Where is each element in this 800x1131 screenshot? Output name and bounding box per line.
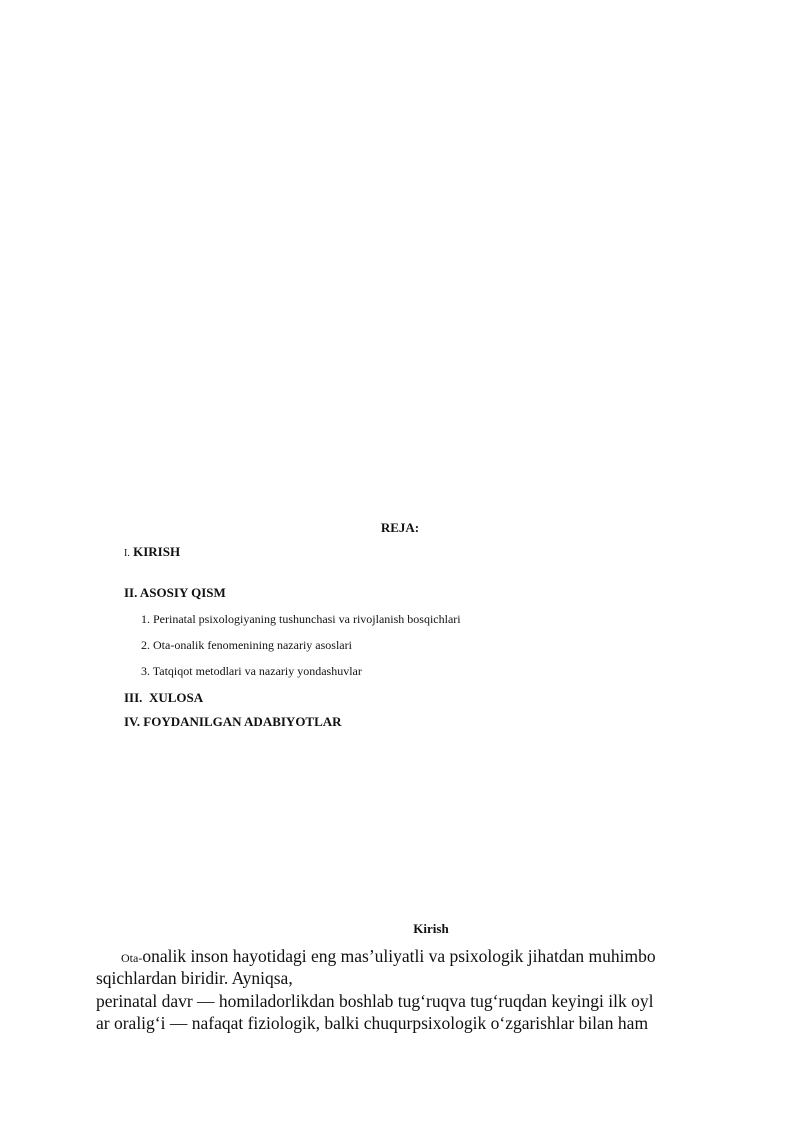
plan-subitem-2: 2. Ota-onalik fenomenining nazariy asoslari — [141, 638, 352, 652]
plan-section-3 — [124, 690, 203, 706]
plan-subitem-3: 3. Tatqiqot metodlari va nazariy yondashuvlar — [141, 664, 362, 678]
plan-section-2 — [124, 585, 226, 601]
plan-title: REJA: — [380, 520, 420, 535]
intro-title: Kirish — [413, 921, 449, 936]
plan-section-1-label: KIRISH — [133, 544, 181, 559]
plan-section-1-number: I. — [124, 548, 130, 559]
plan-section-1 — [124, 544, 180, 560]
plan-section-4-number: IV. — [124, 714, 141, 729]
plan-section-4-label: FOYDANILGAN ADABIYOTLAR — [143, 714, 342, 729]
plan-section-3-label: XULOSA — [145, 690, 204, 705]
plan-subitem-1: 1. Perinatal psixologiyaning tushunchasi va rivojlanish bosqichlari — [141, 612, 461, 626]
intro-lead: Ota- — [121, 951, 143, 965]
plan-section-2-number: II. — [124, 585, 138, 600]
plan-section-2-label: ASOSIY QISM — [139, 585, 226, 600]
intro-line-2: sqichlardan biridir. Ayniqsa, — [96, 968, 293, 988]
plan-section-4 — [124, 714, 342, 730]
intro-line-3: perinatal davr — homiladorlikdan boshlab tug‘ruqva tug‘ruqdan keyingi ilk oyl — [96, 991, 654, 1011]
intro-line-1 — [121, 946, 656, 968]
intro-line-1-text: onalik inson hayotidagi eng mas’uliyatli va psixologik jihatdan muhimbo — [142, 946, 656, 966]
plan-section-3-number: III. — [124, 690, 143, 705]
intro-line-4: ar oralig‘i — nafaqat fiziologik, balki chuqurpsixologik o‘zgarishlar bilan ham — [96, 1013, 649, 1033]
